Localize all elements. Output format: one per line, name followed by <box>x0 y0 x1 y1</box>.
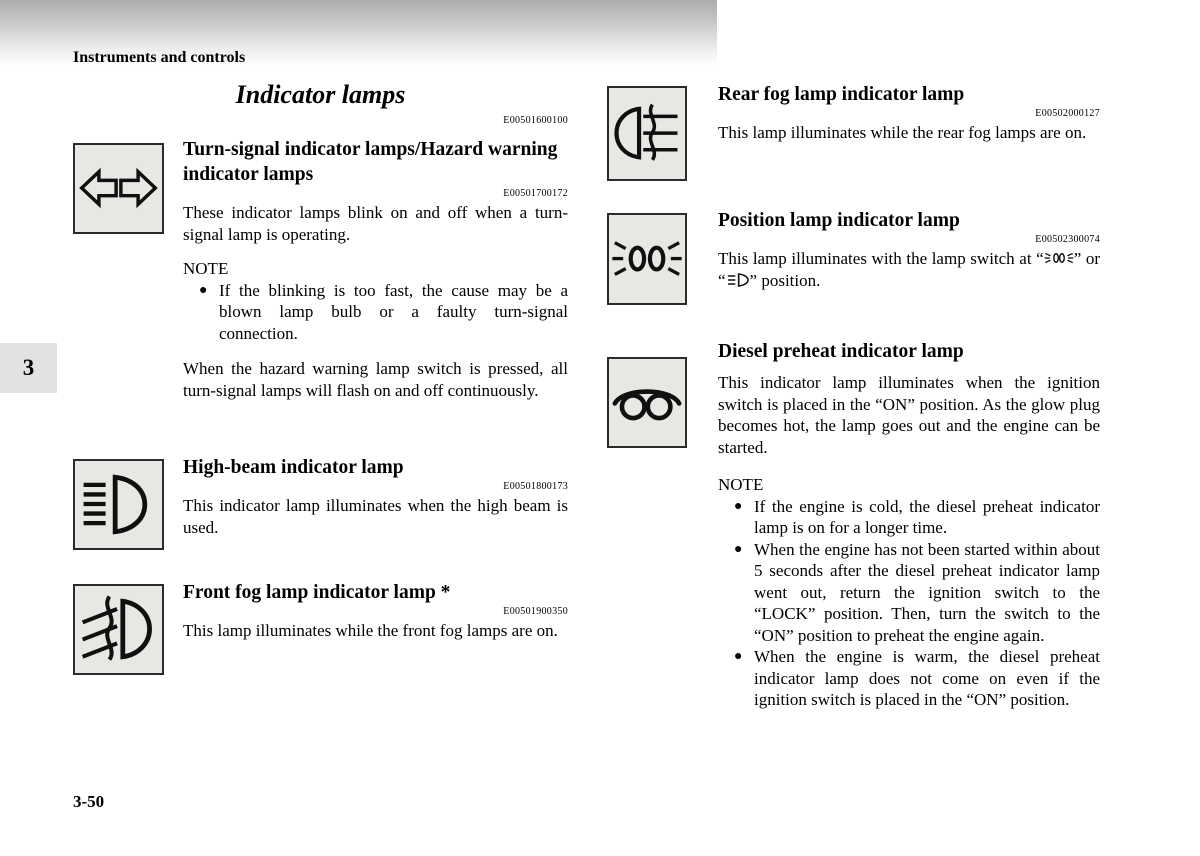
section-body: When the hazard warning lamp switch is pressed, all turn-signal lamps will flash on and off continuously. <box>183 359 568 400</box>
section-code: E00502300074 <box>1035 234 1100 245</box>
section-body: These indicator lamps blink on and off when a turn-signal lamp is operating. <box>183 203 568 244</box>
note-item: ● If the engine is cold, the diesel preheat indicator lamp is on for a longer time. <box>737 496 1100 539</box>
section-body <box>718 248 1100 291</box>
diesel-preheat-section <box>718 339 1100 711</box>
section-code: E00501700172 <box>503 188 568 199</box>
section-heading: Turn-signal indicator lamps/Hazard warning indicator lamps <box>183 139 558 185</box>
front-fog-lamp-icon <box>75 586 162 673</box>
high-beam-section <box>183 455 568 538</box>
note-label: NOTE <box>183 259 229 278</box>
rear-fog-icon-box <box>607 86 687 181</box>
section-body: This indicator lamp illuminates when the high beam is used. <box>183 496 568 537</box>
turn-signal-icon-box <box>73 143 164 234</box>
note-item: ● When the engine is warm, the diesel preheat indicator lamp does not come on even if the ignition switch is placed in the “ON” position. <box>737 646 1100 711</box>
position-lamp-section <box>718 208 1100 291</box>
body-text-part: This lamp illuminates with the lamp switch at “ <box>718 249 1044 268</box>
breadcrumb: Instruments and controls <box>73 49 246 66</box>
note-list <box>737 496 1100 711</box>
section-body: This indicator lamp illuminates when the ignition switch is placed in the “ON” position. As the glow plug becomes hot, the lamp goes out and the engine can be started. <box>718 373 1100 457</box>
section-heading: Rear fog lamp indicator lamp <box>718 84 965 105</box>
section-heading: Front fog lamp indicator lamp * <box>183 582 451 603</box>
page-number: 3-50 <box>73 792 105 811</box>
position-lamp-icon-box <box>607 213 687 305</box>
position-switch-symbol-icon <box>1044 250 1074 266</box>
section-heading: Diesel preheat indicator lamp <box>718 341 964 362</box>
turn-signal-section <box>183 137 568 401</box>
high-beam-icon <box>75 461 162 548</box>
section-body: This lamp illuminates while the rear fog lamps are on. <box>718 123 1087 142</box>
rear-fog-section <box>718 82 1100 144</box>
note-item: ● When the engine has not been started within about 5 seconds after the diesel preheat indicator lamp went out, return the ignition switch to the “LOCK” position. Then, turn the switch to the “ON” position to preheat the engine again. <box>737 539 1100 647</box>
note-list <box>202 280 568 345</box>
section-heading: Position lamp indicator lamp <box>718 210 960 231</box>
body-text-part: ” position. <box>749 270 821 290</box>
headlamp-switch-symbol-icon <box>726 272 750 288</box>
note-item: ● If the blinking is too fast, the cause may be a blown lamp bulb or a faulty turn-signal connection. <box>202 280 568 345</box>
front-fog-section <box>183 580 568 642</box>
section-code: E00501800173 <box>503 481 568 492</box>
turn-signal-arrows-icon <box>75 145 162 232</box>
section-code: E00501600100 <box>503 115 568 126</box>
high-beam-icon-box <box>73 459 164 550</box>
front-fog-icon-box <box>73 584 164 675</box>
position-lamp-icon <box>609 217 685 301</box>
note-label: NOTE <box>718 475 764 494</box>
section-code: E00501900350 <box>503 606 568 617</box>
glow-plug-coil-icon <box>609 361 685 445</box>
section-code: E00502000127 <box>1035 108 1100 119</box>
section-body: This lamp illuminates while the front fog lamps are on. <box>183 621 558 640</box>
rear-fog-lamp-icon <box>609 90 685 177</box>
diesel-preheat-icon-box <box>607 357 687 448</box>
page-title: Indicator lamps <box>235 80 406 109</box>
body-text-part: ” or “ <box>718 249 1100 290</box>
chapter-tab: 3 <box>0 343 57 393</box>
section-heading: High-beam indicator lamp <box>183 457 404 478</box>
